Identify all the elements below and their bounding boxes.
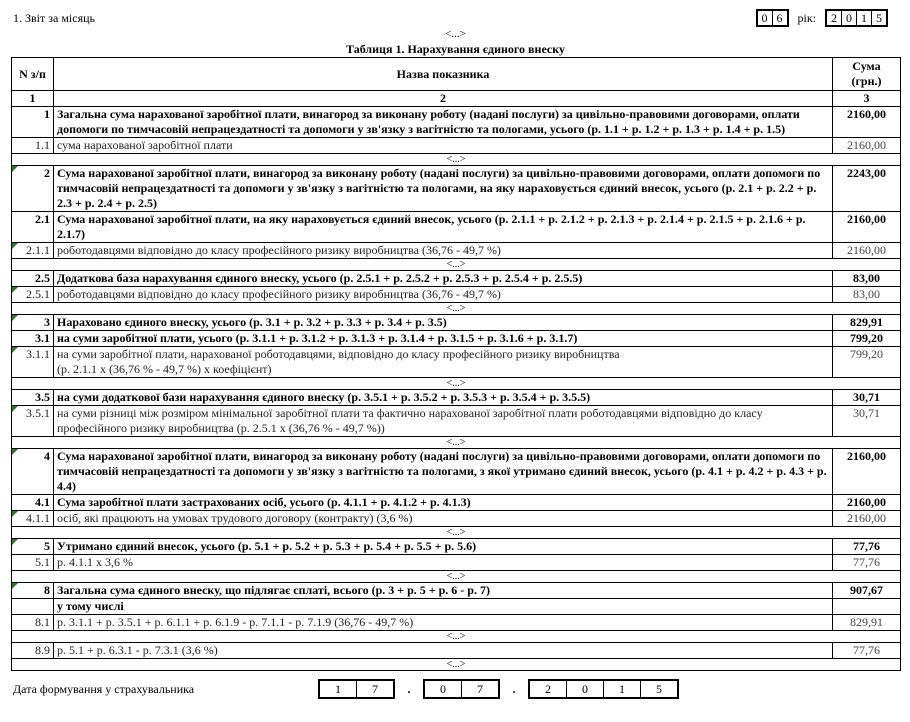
year-digit: 5 [876,11,882,25]
row-description [54,599,833,615]
row-description [54,166,833,212]
report-period [756,9,889,27]
row-sum[interactable]: 2160,00 [833,138,901,154]
column-number-row [12,91,901,107]
table-row [12,212,901,243]
table-row [12,449,901,495]
row-number: 2.1 [12,212,54,243]
day-digit: 1 [320,681,357,697]
table-row [12,243,901,259]
row-description-text: Нараховано єдиного внеску, усього (р. 3.1 + р. 3.2 + р. 3.3 + р. 3.4 + р. 3.5) [57,315,447,329]
month-field[interactable] [756,9,789,27]
row-description [54,347,833,378]
row-description [54,287,833,303]
header-row [12,58,901,91]
table-row [12,539,901,555]
row-number: 4.1.1 [12,511,54,527]
row-sum[interactable]: 829,91 [833,615,901,631]
row-sum[interactable]: 829,91 [833,315,901,331]
day-field[interactable] [318,679,395,699]
row-number: 2.5 [12,271,54,287]
table-row [12,166,901,212]
contribution-table [11,57,901,671]
day-digit: 7 [372,682,378,696]
row-sum[interactable]: 799,20 [833,347,901,378]
table-row [12,643,901,659]
row-description-text: р. 4.1.1 х 3,6 % [57,555,133,569]
expand-marker[interactable]: <...> [12,571,901,583]
year-digit: 2 [827,11,842,25]
table-row [12,495,901,511]
table-row [12,331,901,347]
row-description-text: роботодавцями відповідно до класу професійного ризику виробництва (36,76 - 49,7 %) [57,243,501,257]
row-description [54,511,833,527]
row-sum[interactable]: 2160,00 [833,495,901,511]
row-description-text: Сума нарахованої заробітної плати, винагород за виконану роботу (надані послуги) за цивільно-правовими договорами, оплати допомоги по тимчасовій непрацездатності та допомоги у зв'язку з вагітністю та пологами, на яку нараховується єдиний внесок, усього (р. 2.1 + р. 2.2 + р. 2.3 + р. 2.4 + р. 2.5) [57,166,821,210]
row-description-text: на суми додаткової бази нарахування єдиного внеску (р. 3.5.1 + р. 3.5.2 + р. 3.5.3 + р. 3.5.4 + р. 3.5.5) [57,390,591,404]
expand-marker-row[interactable] [12,437,901,449]
table-row [12,287,901,303]
row-number: 8.1 [12,615,54,631]
row-description [54,495,833,511]
table-row [12,138,901,154]
table-row [12,599,901,615]
row-number: 2 [12,166,54,212]
row-description [54,449,833,495]
year-digit: 1 [604,681,641,697]
month-digit: 7 [477,682,483,696]
expand-marker-row[interactable] [12,154,901,166]
formation-date-label: Дата формування у страхувальника [13,681,195,696]
expand-marker[interactable]: <...> [12,631,901,643]
row-number: 8.9 [12,643,54,659]
row-description [54,583,833,599]
expand-marker[interactable]: <...> [12,259,901,271]
table-row [12,315,901,331]
row-description-text: Сума нарахованої заробітної плати, на яку нараховується єдиний внесок, усього (р. 2.1.1 + р. 2.1.2 + р. 2.1.3 + р. 2.1.4 + р. 2.1.5 + р. 2.1.6 + р. 2.1.7) [57,212,806,241]
expand-marker[interactable]: <...> [12,527,901,539]
row-sum[interactable]: 77,76 [833,643,901,659]
row-description [54,643,833,659]
row-sum[interactable]: 83,00 [833,271,901,287]
row-number [12,599,54,615]
row-number: 3 [12,315,54,331]
row-description [54,555,833,571]
table-row [12,271,901,287]
table-row [12,555,901,571]
month-digit: 0 [758,11,773,25]
table-row [12,390,901,406]
year-label: рік: [797,10,816,25]
row-sum[interactable]: 799,20 [833,331,901,347]
expand-marker-row[interactable] [12,378,901,390]
row-sum[interactable]: 77,76 [833,555,901,571]
row-description [54,331,833,347]
expand-marker[interactable]: <...> [12,437,901,449]
row-description [54,539,833,555]
date-separator: . [512,681,516,696]
row-sum[interactable]: 2243,00 [833,166,901,212]
row-sum[interactable]: 30,71 [833,406,901,437]
table-row [12,107,901,138]
row-number: 8 [12,583,54,599]
row-sum[interactable]: 30,71 [833,390,901,406]
row-number: 3.5 [12,390,54,406]
row-sum[interactable]: 2160,00 [833,107,901,138]
year-field[interactable] [528,679,679,699]
row-number: 5.1 [12,555,54,571]
row-description-text: Сума нарахованої заробітної плати, винагород за виконану роботу (надані послуги) за цивільно-правовими договорами, оплати допомоги по тимчасовій непрацездатності та допомоги у зв'язку з вагітністю та пологами, з якої утримано єдиний внесок, усього (р. 4.1 + р. 4.2 + р. 4.3 + р. 4.4) [57,449,827,493]
row-sum[interactable] [833,599,901,615]
row-description-text: на суми заробітної плати, нарахованої роботодавцями, відповідно до класу професійного ризику виробництва [57,347,620,361]
row-description-text: р. 3.1.1 + р. 3.5.1 + р. 6.1.1 + р. 6.1.9 - р. 7.1.1 - р. 7.1.9 (36,76 - 49,7 %) [57,615,414,629]
row-number: 4.1 [12,495,54,511]
expand-marker[interactable]: <...> [12,659,901,671]
year-digit: 2 [530,681,567,697]
row-description [54,615,833,631]
row-sum[interactable]: 2160,00 [833,511,901,527]
row-description-text: на суми заробітної плати, усього (р. 3.1.1 + р. 3.1.2 + р. 3.1.3 + р. 3.1.4 + р. 3.1.5 + р. 3.1.6 + р. 3.1.7) [57,331,578,345]
row-number: 5 [12,539,54,555]
row-description [54,138,833,154]
row-description-text: Загальна сума нарахованої заробітної плати, винагород за виконану роботу (надані послуги) за цивільно-правовими договорами, оплати допомоги по тимчасовій непрацездатності та допомоги у зв'язку з вагітністю та пологами, усього (р. 1.1 + р. 1.2 + р. 1.3 + р. 1.4 + р. 1.5) [57,107,800,136]
row-number: 1 [12,107,54,138]
row-description [54,271,833,287]
expand-marker-row[interactable] [12,259,901,271]
row-sum[interactable]: 2160,00 [833,449,901,495]
expand-marker-top[interactable] [11,28,900,41]
row-number: 1.1 [12,138,54,154]
formation-date [11,679,900,699]
row-sum[interactable]: 77,76 [833,539,901,555]
row-description-text: осіб, які працюють на умовах трудового договору (контракту) (3,6 %) [57,511,413,525]
row-number: 3.5.1 [12,406,54,437]
row-description [54,107,833,138]
year-digit: 0 [842,11,857,25]
month-field[interactable] [423,679,500,699]
column-number: 1 [12,91,54,107]
row-description [54,315,833,331]
row-description [54,390,833,406]
table-row [12,583,901,599]
date-separator: . [407,681,411,696]
row-sum[interactable]: 2160,00 [833,243,901,259]
row-description-text: Утримано єдиний внесок, усього (р. 5.1 + р. 5.2 + р. 5.3 + р. 5.4 + р. 5.5 + р. 5.6) [57,539,477,553]
row-number: 2.5.1 [12,287,54,303]
expand-marker[interactable]: <...> [12,154,901,166]
table-row [12,406,901,437]
report-header [11,9,900,27]
row-description-text: сума нарахованої заробітної плати [57,138,233,152]
expand-marker-row[interactable] [12,303,901,315]
row-description-text: р. 5.1 + р. 6.3.1 - р. 7.3.1 (3,6 %) [57,643,218,657]
year-digit: 1 [857,11,872,25]
row-number: 3.1 [12,331,54,347]
expand-marker[interactable]: <...> [12,378,901,390]
column-number: 3 [833,91,901,107]
row-sum[interactable]: 83,00 [833,287,901,303]
column-header-number: N з/п [12,58,54,91]
year-digit: 0 [567,681,604,697]
row-sum[interactable]: 2160,00 [833,212,901,243]
expand-marker-row[interactable] [12,527,901,539]
expand-marker-row[interactable] [12,659,901,671]
row-description-text: у тому числі [57,599,124,613]
table-title: Таблиця 1. Нарахування єдиного внеску [346,42,565,56]
row-description-text: Загальна сума єдиного внеску, що підлягає сплаті, всього (р. 3 + р. 5 + р. 6 - р. 7) [57,583,490,597]
row-description [54,406,833,437]
row-description-text: Додаткова база нарахування єдиного внеску, усього (р. 2.5.1 + р. 2.5.2 + р. 2.5.3 + р. 2.5.4 + р. 2.5.5) [57,271,583,285]
row-number: 4 [12,449,54,495]
row-number: 2.1.1 [12,243,54,259]
month-digit: 0 [425,681,462,697]
row-description-formula: (р. 2.1.1 х (36,76 % - 49,7 %) х коефіцієнт) [57,362,272,376]
row-description-text: на суми різниці між розміром мінімальної заробітної плати та фактично нарахованої заробітної плати роботодавцями відповідно до класу професійного ризику виробництва (р. 2.5.1 х (36,76 % - 49,7 %)) [57,406,763,435]
row-description [54,243,833,259]
row-description-text: роботодавцями відповідно до класу професійного ризику виробництва (36,76 - 49,7 %) [57,287,501,301]
expand-marker[interactable]: <...> [12,303,901,315]
expand-marker-text: <...> [445,28,466,40]
table-row [12,615,901,631]
column-number: 2 [54,91,833,107]
column-header-sum: Сума (грн.) [833,58,901,91]
table-row [12,347,901,378]
year-field[interactable] [825,9,888,27]
row-number: 3.1.1 [12,347,54,378]
row-description [54,212,833,243]
expand-marker-row[interactable] [12,571,901,583]
month-digit: 6 [776,11,783,25]
row-description-text: Сума заробітної плати застрахованих осіб, усього (р. 4.1.1 + р. 4.1.2 + р. 4.1.3) [57,495,471,509]
table-row [12,511,901,527]
row-sum[interactable]: 907,67 [833,583,901,599]
column-header-name: Назва показника [54,58,833,91]
expand-marker-row[interactable] [12,631,901,643]
year-digit: 5 [656,682,662,696]
report-period-label: 1. Звіт за місяць [13,10,95,25]
